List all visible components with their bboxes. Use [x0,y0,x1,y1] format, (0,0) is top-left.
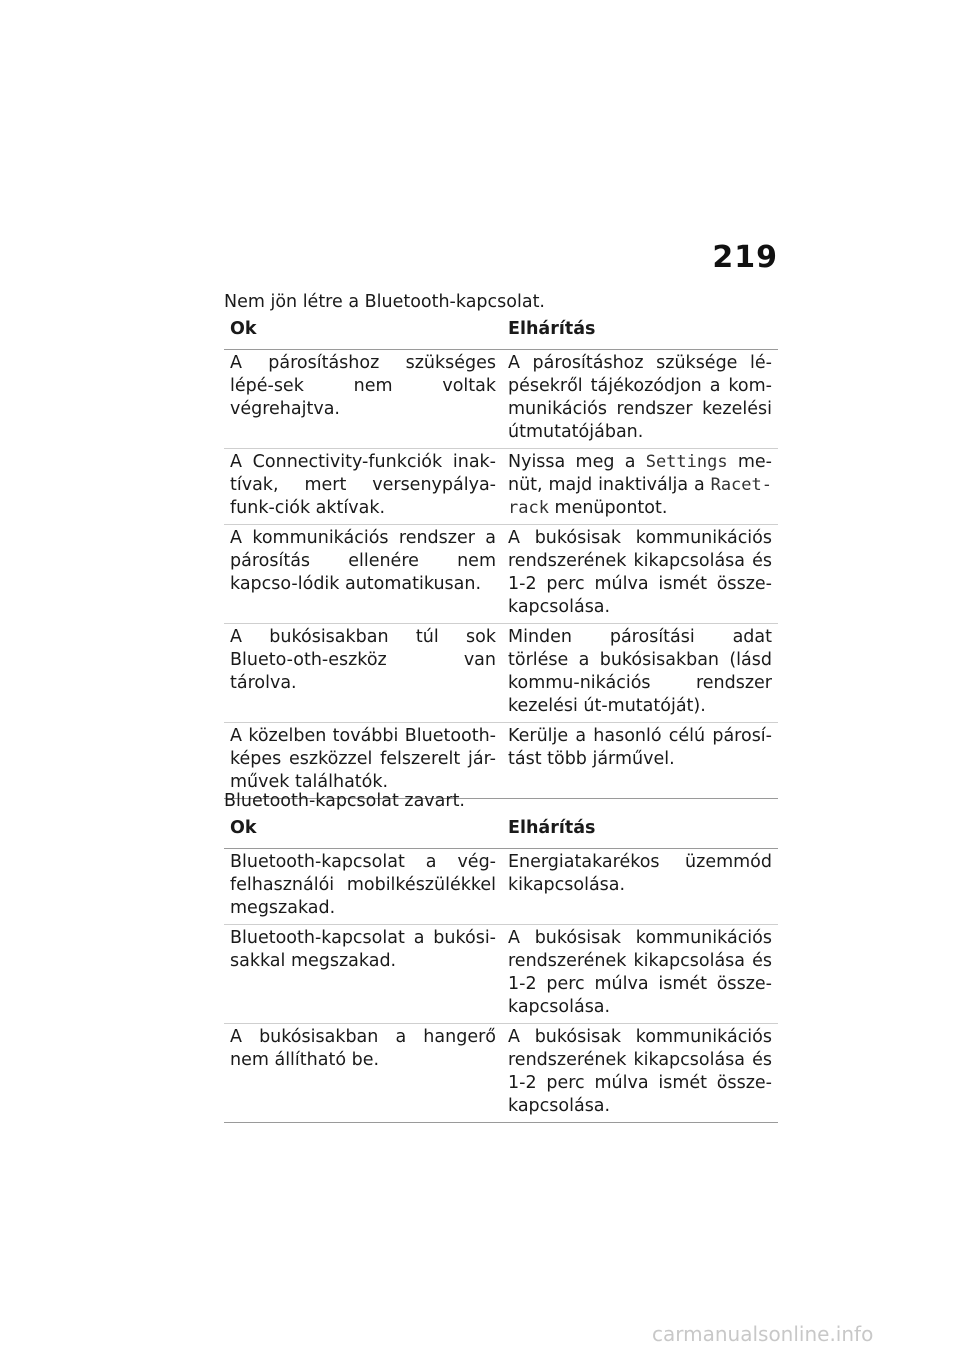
section-caption-no-connection: Nem jön létre a Bluetooth-kapcsolat. [224,292,545,312]
troubleshooting-table-connection-disrupted [224,815,778,1123]
cause-cell: A bukósisakban túl sok Blueto-oth-eszköz van tárolva. [224,624,502,723]
column-header-cause: Ok [224,815,502,849]
section-caption-connection-disrupted: Bluetooth-kapcsolat zavart. [224,791,465,811]
cause-cell: Bluetooth-kapcsolat a vég-felhasználói mobilkészülékkel megszakad. [224,849,502,925]
remedy-text: Nyissa meg a [508,452,646,472]
cause-cell: A bukósisakban a hangerő nem állítható be. [224,1024,502,1123]
menu-name-settings: Settings [645,452,728,472]
remedy-cell: Kerülje a hasonló célú párosí-tást több járművel. [502,723,778,799]
remedy-cell: A bukósisak kommunikációs rendszerének kikapcsolása és 1-2 perc múlva ismét össze-kapcsolása. [502,925,778,1024]
cause-cell: A kommunikációs rendszer a párosítás ellenére nem kapcso-lódik automatikusan. [224,525,502,624]
cause-cell: Bluetooth-kapcsolat a bukósi-sakkal megszakad. [224,925,502,1024]
table-row [224,1024,778,1123]
table-row [224,723,778,799]
page-number: 219 [712,240,778,275]
table-row [224,925,778,1024]
table-row [224,849,778,925]
table-row [224,350,778,449]
cause-cell: A közelben további Bluetooth-képes eszközzel felszerelt jár-művek találhatók. [224,723,502,799]
table-row [224,525,778,624]
remedy-cell: A bukósisak kommunikációs rendszerének kikapcsolása és 1-2 perc múlva ismét össze-kapcsolása. [502,1024,778,1123]
remedy-cell [502,449,778,525]
remedy-cell: Energiatakarékos üzemmód kikapcsolása. [502,849,778,925]
remedy-text: me-nüt, majd inaktiválja a [508,452,772,495]
remedy-text: menüpontot. [548,498,668,518]
menu-name-racetrack: Racet-rack [508,475,772,518]
table-header-row [224,316,778,350]
table-header-row [224,815,778,849]
troubleshooting-table-no-connection [224,316,778,799]
table-row [224,624,778,723]
watermark: carmanualsonline.info [652,1322,874,1346]
table-row [224,449,778,525]
remedy-cell: A párosításhoz szüksége lé-pésekről tájékozódjon a kom-munikációs rendszer kezelési útmutatójában. [502,350,778,449]
remedy-cell: Minden párosítási adat törlése a bukósisakban (lásd kommu-nikációs rendszer kezelési út-mutatóját). [502,624,778,723]
column-header-remedy: Elhárítás [502,815,778,849]
column-header-remedy: Elhárítás [502,316,778,350]
remedy-cell: A bukósisak kommunikációs rendszerének kikapcsolása és 1-2 perc múlva ismét össze-kapcsolása. [502,525,778,624]
cause-cell: A Connectivity-funkciók inak-tívak, mert versenypálya-funk-ciók aktívak. [224,449,502,525]
cause-cell: A párosításhoz szükséges lépé-sek nem voltak végrehajtva. [224,350,502,449]
column-header-cause: Ok [224,316,502,350]
